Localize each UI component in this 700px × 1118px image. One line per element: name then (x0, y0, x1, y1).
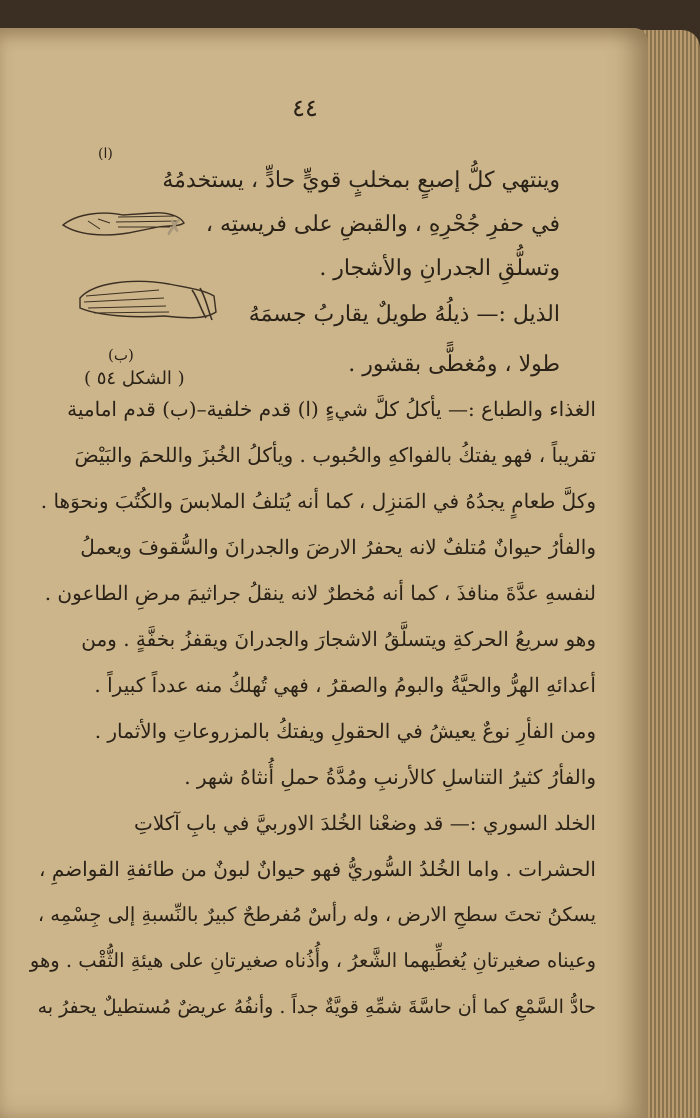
text-line: والفأرُ حيوانٌ مُتلفٌ لانه يحفرُ الارضَ والجدرانَ والسُّقوفَ ويعملُ (80, 535, 596, 559)
text-line: طولا ، ومُغطًّى بقشور . (348, 352, 560, 377)
text-line: يسكنُ تحتَ سطحِ الارض ، وله رأسٌ مُفرطحٌ كبيرٌ بالنِّسبةِ إلى جِسْمِه ، (37, 903, 596, 926)
text-line: في حفرِ جُحْرِهِ ، والقبضِ على فريستِه ، (205, 212, 560, 237)
page-content (0, 28, 648, 1118)
text-line: وتسلُّقِ الجدرانِ والأشجار . (319, 256, 560, 281)
text-line: ومن الفأرِ نوعٌ يعيشُ في الحقولِ ويفتكُ بالمزروعاتِ والأثمار . (94, 719, 596, 743)
figure-label-b: (ب) (108, 346, 134, 364)
text-line: لنفسهِ عدَّةَ منافذَ ، كما أنه مُخطرٌ لانه ينقلُ جراثيمَ مرضِ الطاعون . (44, 581, 596, 605)
text-line: الحشرات . واما الخُلدُ السُّوريُّ فهو حيوانٌ لبونٌ من طائفةِ القواضمِ ، (39, 857, 596, 881)
figure-caption: ( الشكل ٥٤ ) (84, 368, 185, 389)
book-page (0, 28, 648, 1118)
text-line: تقريباً ، فهو يفتكُ بالفواكهِ والحُبوب . ويأكلُ الخُبزَ واللحمَ والبَيْضَ (74, 443, 596, 467)
text-line: والفأرُ كثيرُ التناسلِ كالأرنبِ ومُدَّةُ حملِ أُنثاهُ شهر . (184, 765, 596, 789)
pencil-mark: ✗ (165, 216, 184, 241)
text-line: أعدائهِ الهرُّ والحيَّةُ والبومُ والصقرُ ، فهي تُهلكُ منه عدداً كبيراً . (94, 673, 596, 697)
text-line: الغذاء والطباع :— يأكلُ كلَّ شيءٍ (ا) قدم خلفية–(ب) قدم امامية (67, 397, 596, 421)
text-line: حادُّ السَّمْعِ كما أن حاسَّةَ شمِّهِ قويَّةٌ جداً . وأنفُهُ عريضٌ مُستطيلٌ يحفرُ به (37, 996, 596, 1018)
text-line: الذيل :— ذيلُهُ طويلٌ يقاربُ جسمَهُ (248, 302, 560, 327)
text-line: وينتهي كلُّ إصبعٍ بمخلبٍ قويٍّ حادٍّ ، يستخدمُهُ (162, 168, 560, 193)
text-line: وهو سريعُ الحركةِ ويتسلَّقُ الاشجارَ والجدرانَ ويقفزُ بخفَّةٍ . ومن (81, 627, 596, 651)
text-line: الخلد السوري :— قد وضعْنا الخُلدَ الاوربيَّ في بابِ آكلاتِ (133, 811, 596, 835)
text-line: وكلَّ طعامٍ يجدُهُ في المَنزِل ، كما أنه يُتلفُ الملابسَ والكُتُبَ ونحوَها . (40, 489, 596, 513)
figure-label-a: (ا) (98, 146, 113, 162)
text-line: وعيناه صغيرتانِ يُغطِّيهما الشَّعرُ ، وأُذُناه صغيرتانِ على هيئةِ الثُّقْب . وهو (29, 949, 596, 972)
page-number: ٤٤ (292, 94, 318, 122)
fore-foot-illustration (74, 268, 224, 334)
